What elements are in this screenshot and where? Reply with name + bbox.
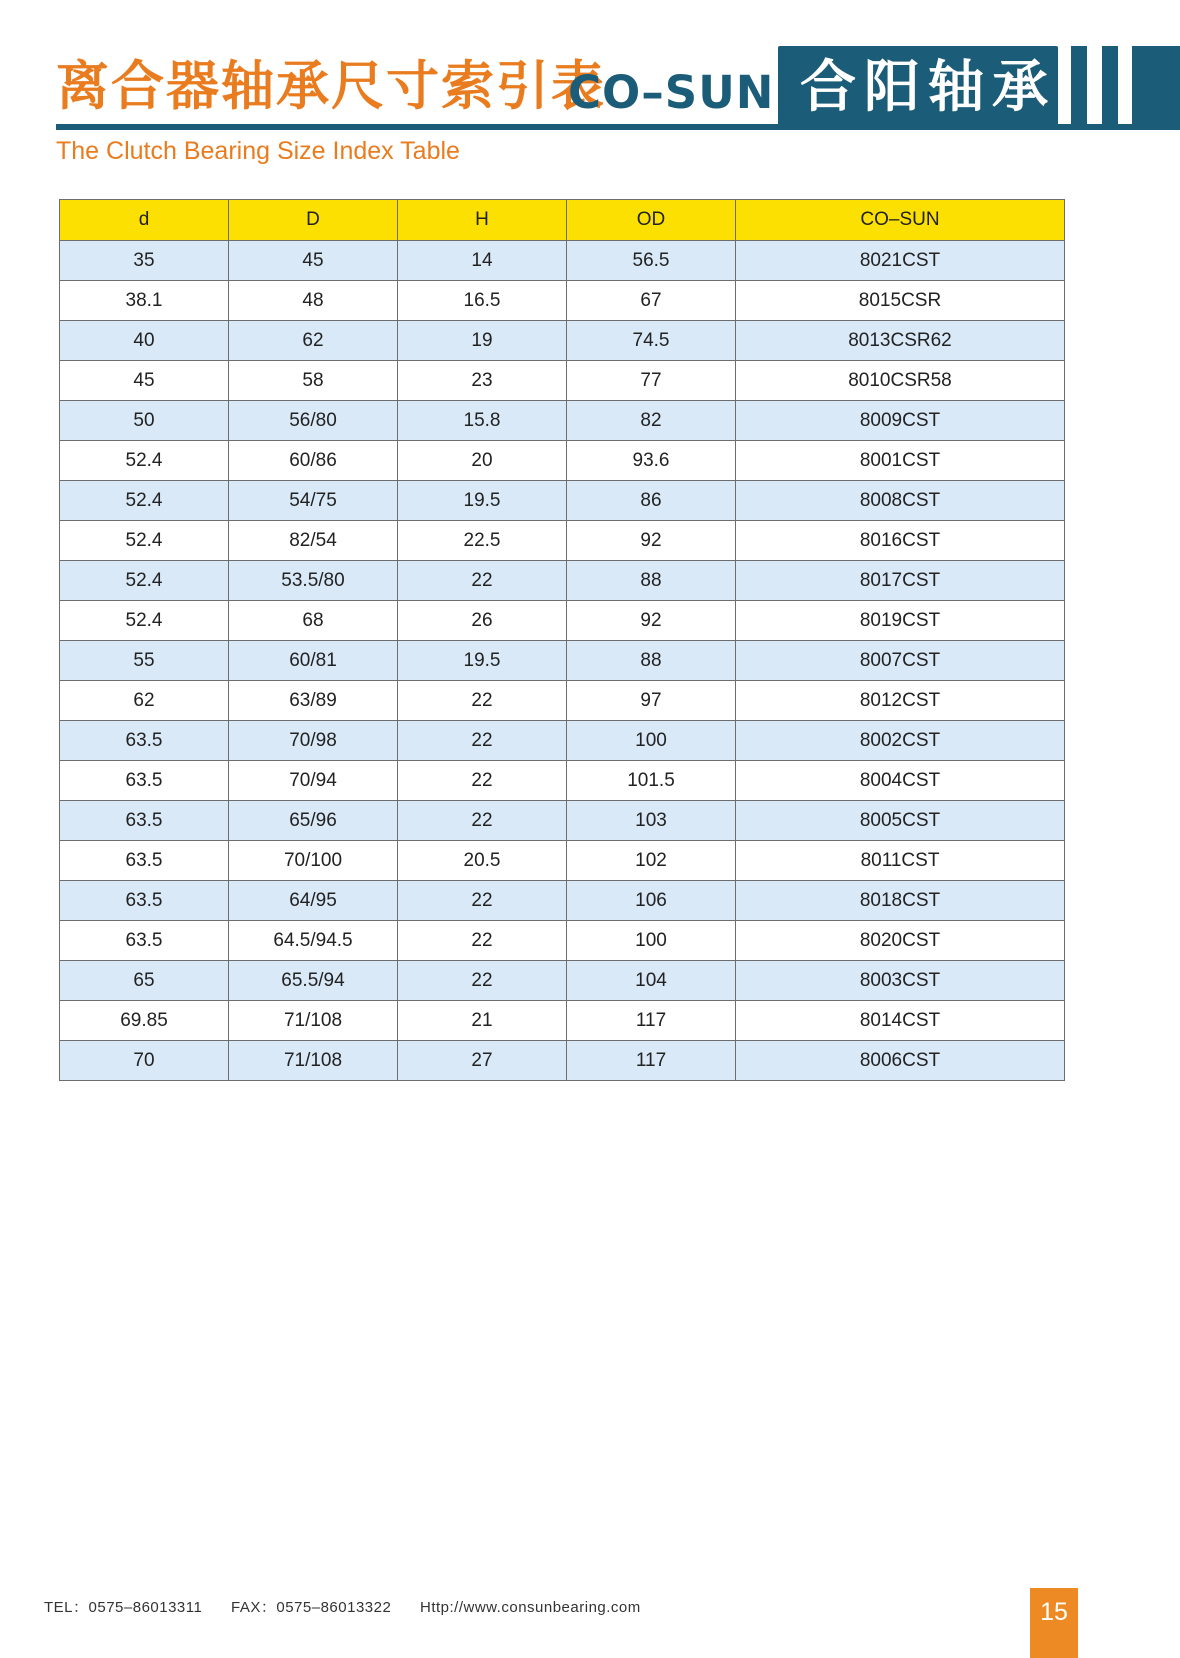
table-cell: 8012CST xyxy=(736,681,1065,721)
table-cell: 15.8 xyxy=(398,401,567,441)
table-row xyxy=(60,1041,1065,1081)
table-row xyxy=(60,601,1065,641)
table-cell: 88 xyxy=(567,641,736,681)
table-cell: 45 xyxy=(229,241,398,281)
table-cell: 63.5 xyxy=(60,721,229,761)
table-cell: 52.4 xyxy=(60,521,229,561)
brand-name-en: CO–SUN xyxy=(568,66,775,119)
table-row xyxy=(60,241,1065,281)
table-cell: 70 xyxy=(60,1041,229,1081)
table-cell: 8014CST xyxy=(736,1001,1065,1041)
table-cell: 19.5 xyxy=(398,481,567,521)
table-cell: 117 xyxy=(567,1041,736,1081)
table-cell: 8013CSR62 xyxy=(736,321,1065,361)
table-cell: 50 xyxy=(60,401,229,441)
table-row xyxy=(60,921,1065,961)
table-cell: 70/98 xyxy=(229,721,398,761)
table-cell: 8020CST xyxy=(736,921,1065,961)
table-cell: 8001CST xyxy=(736,441,1065,481)
table-cell: 16.5 xyxy=(398,281,567,321)
table-cell: 63.5 xyxy=(60,801,229,841)
table-row xyxy=(60,401,1065,441)
table-cell: 103 xyxy=(567,801,736,841)
table-row xyxy=(60,441,1065,481)
table-cell: 14 xyxy=(398,241,567,281)
page-number-box xyxy=(1030,1588,1078,1658)
table-cell: 68 xyxy=(229,601,398,641)
table-cell: 77 xyxy=(567,361,736,401)
table-row xyxy=(60,761,1065,801)
table-cell: 58 xyxy=(229,361,398,401)
table-cell: 63.5 xyxy=(60,881,229,921)
table-cell: 48 xyxy=(229,281,398,321)
table-cell: 86 xyxy=(567,481,736,521)
table-cell: 45 xyxy=(60,361,229,401)
table-row xyxy=(60,1001,1065,1041)
table-cell: 8007CST xyxy=(736,641,1065,681)
table-cell: 19 xyxy=(398,321,567,361)
footer-contact xyxy=(44,1596,665,1617)
decorative-bar xyxy=(1132,46,1180,130)
table-cell: 65 xyxy=(60,961,229,1001)
table-cell: 52.4 xyxy=(60,481,229,521)
table-row xyxy=(60,841,1065,881)
column-header-cosun: CO–SUN xyxy=(736,200,1065,241)
table-cell: 22 xyxy=(398,721,567,761)
table-cell: 40 xyxy=(60,321,229,361)
table-cell: 56/80 xyxy=(229,401,398,441)
decorative-bar xyxy=(1071,46,1087,130)
table-cell: 101.5 xyxy=(567,761,736,801)
table-cell: 97 xyxy=(567,681,736,721)
table-cell: 62 xyxy=(60,681,229,721)
table-cell: 8002CST xyxy=(736,721,1065,761)
size-index-table xyxy=(59,199,1065,1081)
table-cell: 8017CST xyxy=(736,561,1065,601)
table-cell: 22 xyxy=(398,921,567,961)
table-cell: 19.5 xyxy=(398,641,567,681)
decorative-bar xyxy=(1102,46,1118,130)
table-cell: 53.5/80 xyxy=(229,561,398,601)
table-cell: 55 xyxy=(60,641,229,681)
table-row xyxy=(60,281,1065,321)
table-cell: 8019CST xyxy=(736,601,1065,641)
table-cell: 38.1 xyxy=(60,281,229,321)
table-cell: 26 xyxy=(398,601,567,641)
table-cell: 23 xyxy=(398,361,567,401)
table-cell: 117 xyxy=(567,1001,736,1041)
table-row xyxy=(60,561,1065,601)
table-cell: 35 xyxy=(60,241,229,281)
table-row xyxy=(60,361,1065,401)
table-cell: 65/96 xyxy=(229,801,398,841)
footer-tel: TEL：0575–86013311 xyxy=(44,1599,203,1616)
table-cell: 63/89 xyxy=(229,681,398,721)
table-cell: 8003CST xyxy=(736,961,1065,1001)
table-cell: 22 xyxy=(398,961,567,1001)
table-cell: 70/100 xyxy=(229,841,398,881)
table-cell: 22 xyxy=(398,761,567,801)
table-cell: 22 xyxy=(398,881,567,921)
table-cell: 20 xyxy=(398,441,567,481)
table-row xyxy=(60,961,1065,1001)
table-row xyxy=(60,681,1065,721)
table-cell: 54/75 xyxy=(229,481,398,521)
table-cell: 8015CSR xyxy=(736,281,1065,321)
table-cell: 69.85 xyxy=(60,1001,229,1041)
table-cell: 92 xyxy=(567,521,736,561)
table-cell: 71/108 xyxy=(229,1041,398,1081)
table-row xyxy=(60,801,1065,841)
page-number: 15 xyxy=(1040,1598,1068,1626)
table-cell: 71/108 xyxy=(229,1001,398,1041)
table-cell: 8021CST xyxy=(736,241,1065,281)
table-cell: 104 xyxy=(567,961,736,1001)
table-cell: 56.5 xyxy=(567,241,736,281)
table-cell: 102 xyxy=(567,841,736,881)
table-cell: 64.5/94.5 xyxy=(229,921,398,961)
table-row xyxy=(60,641,1065,681)
table-cell: 8008CST xyxy=(736,481,1065,521)
footer-fax: FAX：0575–86013322 xyxy=(231,1599,392,1616)
page-title-cn: 离合器轴承尺寸索引表 xyxy=(56,56,606,117)
table-cell: 8016CST xyxy=(736,521,1065,561)
page-subtitle: The Clutch Bearing Size Index Table xyxy=(56,137,460,165)
table-row xyxy=(60,721,1065,761)
brand-name-cn: 合阳轴承 xyxy=(800,55,1056,120)
table-cell: 74.5 xyxy=(567,321,736,361)
table-cell: 22 xyxy=(398,681,567,721)
table-cell: 8005CST xyxy=(736,801,1065,841)
table-cell: 60/81 xyxy=(229,641,398,681)
table-row xyxy=(60,521,1065,561)
table-row xyxy=(60,481,1065,521)
table-cell: 64/95 xyxy=(229,881,398,921)
table-cell: 106 xyxy=(567,881,736,921)
table-row xyxy=(60,881,1065,921)
table-cell: 100 xyxy=(567,921,736,961)
table-cell: 82 xyxy=(567,401,736,441)
column-header-h: H xyxy=(398,200,567,241)
table-cell: 70/94 xyxy=(229,761,398,801)
table-cell: 82/54 xyxy=(229,521,398,561)
table-cell: 20.5 xyxy=(398,841,567,881)
table-cell: 8010CSR58 xyxy=(736,361,1065,401)
table-cell: 63.5 xyxy=(60,841,229,881)
table-cell: 65.5/94 xyxy=(229,961,398,1001)
table-cell: 21 xyxy=(398,1001,567,1041)
table-cell: 63.5 xyxy=(60,761,229,801)
table-cell: 92 xyxy=(567,601,736,641)
column-header-od: OD xyxy=(567,200,736,241)
table-cell: 27 xyxy=(398,1041,567,1081)
table-cell: 8018CST xyxy=(736,881,1065,921)
table-cell: 8006CST xyxy=(736,1041,1065,1081)
table-cell: 63.5 xyxy=(60,921,229,961)
table-cell: 60/86 xyxy=(229,441,398,481)
table-cell: 22 xyxy=(398,561,567,601)
table-cell: 100 xyxy=(567,721,736,761)
column-header-outer-d: D xyxy=(229,200,398,241)
table-cell: 67 xyxy=(567,281,736,321)
table-cell: 88 xyxy=(567,561,736,601)
table-cell: 93.6 xyxy=(567,441,736,481)
table-header-row xyxy=(60,200,1065,241)
table-cell: 52.4 xyxy=(60,561,229,601)
table-cell: 8009CST xyxy=(736,401,1065,441)
footer-url[interactable]: Http://www.consunbearing.com xyxy=(420,1599,641,1616)
table-cell: 62 xyxy=(229,321,398,361)
table-row xyxy=(60,321,1065,361)
table-cell: 52.4 xyxy=(60,441,229,481)
table-cell: 8004CST xyxy=(736,761,1065,801)
table-cell: 22.5 xyxy=(398,521,567,561)
table-cell: 8011CST xyxy=(736,841,1065,881)
table-cell: 52.4 xyxy=(60,601,229,641)
column-header-d: d xyxy=(60,200,229,241)
table-cell: 22 xyxy=(398,801,567,841)
